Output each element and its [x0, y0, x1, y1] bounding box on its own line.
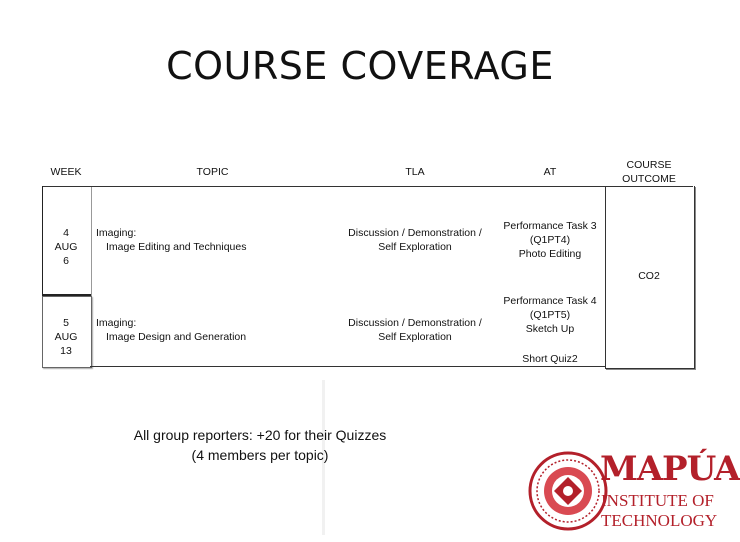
week-month: AUG [54, 241, 78, 253]
at-extra: Short Quiz2 [522, 353, 578, 365]
topic-header-cell [90, 156, 336, 187]
logo-name: MAPÚA [600, 449, 740, 489]
outcome-header-line: COURSE [626, 159, 672, 171]
logo-line3: TECHNOLOGY [601, 511, 718, 530]
at-header-cell [495, 156, 606, 187]
outcome-header-cell [605, 156, 693, 187]
tla-header-cell [335, 156, 496, 187]
at-header: AT [543, 166, 557, 178]
at-line: (Q1PT5) [529, 309, 571, 321]
outcome-header [605, 158, 693, 186]
week-header: WEEK [50, 166, 82, 178]
topic-cell [96, 316, 331, 344]
outcome-header-line: OUTCOME [622, 173, 676, 185]
week-month: AUG [54, 331, 78, 343]
topic-header: TOPIC [196, 166, 229, 178]
week-cell [42, 226, 90, 268]
at-cell [495, 294, 605, 336]
tla-line: Discussion / Demonstration / [348, 317, 482, 329]
tla-cell [335, 226, 495, 254]
topic-main: Imaging: [96, 317, 137, 329]
mapua-logo [528, 447, 740, 537]
tla-header: TLA [405, 166, 425, 178]
logo-line2: INSTITUTE OF [601, 491, 714, 510]
row2-bottom-line [90, 366, 605, 367]
note-line: (4 members per topic) [191, 447, 329, 463]
topic-main: Imaging: [96, 227, 137, 239]
course-outcome: CO2 [638, 270, 660, 282]
at-line: Photo Editing [518, 248, 582, 260]
at-line: Sketch Up [525, 323, 575, 335]
at-line: Performance Task 4 [503, 295, 597, 307]
tla-line: Self Exploration [378, 331, 452, 343]
at-line: (Q1PT4) [529, 234, 571, 246]
note-line: All group reporters: +20 for their Quizzes [133, 427, 387, 443]
note-text [100, 425, 420, 465]
page-title: COURSE COVERAGE [166, 44, 554, 88]
week-cell [42, 316, 90, 358]
topic-sub: Image Editing and Techniques [106, 241, 247, 253]
at-cell [495, 219, 605, 261]
tla-line: Discussion / Demonstration / [348, 227, 482, 239]
week-day: 13 [60, 345, 72, 357]
topic-cell [96, 226, 331, 254]
tla-line: Self Exploration [378, 241, 452, 253]
week-day: 6 [63, 255, 69, 267]
topic-sub: Image Design and Generation [106, 331, 247, 343]
week-number: 4 [63, 227, 69, 239]
tla-cell [335, 316, 495, 344]
week-header-cell [42, 156, 91, 187]
at-line: Performance Task 3 [503, 220, 597, 232]
week-number: 5 [63, 317, 69, 329]
